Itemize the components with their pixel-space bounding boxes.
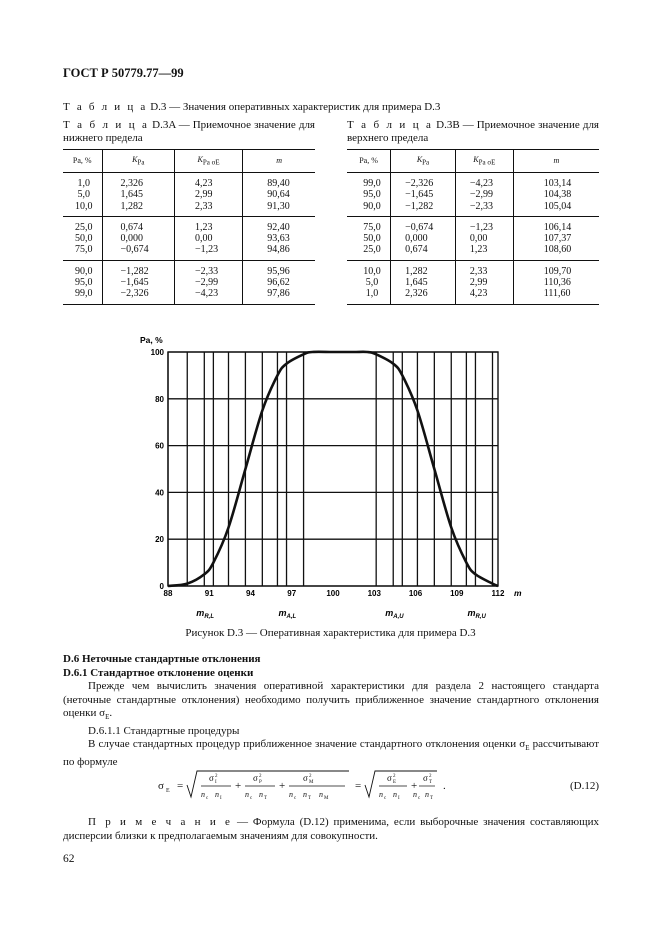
x-tick-label: 112 — [491, 589, 505, 598]
svg-text:n: n — [215, 790, 219, 799]
table-header: $K_{Pa}$ — [102, 150, 175, 173]
svg-text:I: I — [220, 796, 222, 801]
table-header: m — [243, 150, 315, 173]
table-cell: 104,38 — [513, 189, 599, 200]
table-row — [347, 216, 599, 233]
table-cell: 1,282 — [102, 201, 175, 217]
marker-label: $m_{R,U}$ — [467, 608, 486, 620]
svg-text:σ: σ — [423, 773, 428, 783]
table-cell: 93,63 — [243, 233, 315, 244]
table-row — [63, 173, 315, 190]
svg-text:T: T — [308, 796, 312, 801]
table-cell: 0,00 — [175, 233, 243, 244]
table-cell: 99,0 — [75, 288, 93, 300]
svg-text:c: c — [294, 796, 297, 801]
table-cell: −0,674 — [102, 244, 175, 260]
table-row — [347, 288, 599, 304]
table-cell: 2,33 — [455, 260, 513, 277]
operating-characteristic-chart — [130, 330, 530, 625]
table-row — [347, 277, 599, 288]
marker-label: $m_{A,L}$ — [278, 608, 297, 620]
table-cell: 94,86 — [243, 244, 315, 260]
table-a-caption: Т а б л и ц а D.3A — Приемочное значение для нижнего предела — [63, 119, 315, 144]
formula-d12 — [63, 765, 599, 805]
plot-frame — [168, 352, 498, 586]
table-cell: 90,64 — [243, 189, 315, 200]
marker-label: $m_{R,L}$ — [196, 608, 214, 620]
table-b-caption: Т а б л и ц а D.3B — Приемочное значение для верхнего предела — [347, 119, 599, 144]
svg-text:σ: σ — [158, 780, 164, 792]
y-tick-label: 40 — [155, 488, 164, 498]
table-cell: 2,99 — [175, 189, 243, 200]
svg-text:c: c — [418, 796, 421, 801]
svg-text:=: = — [177, 780, 184, 792]
paragraph-2: В случае стандартных процедур приближенное значение стандартного отклонения оценки $\sigma_E$ рассчитывают по формуле — [63, 738, 599, 768]
table-a — [63, 149, 315, 305]
svg-text:σ: σ — [387, 773, 392, 783]
table-cell: −4,23 — [175, 288, 243, 304]
svg-text:M: M — [309, 780, 314, 785]
table-cell: −1,23 — [175, 244, 243, 260]
table-cell: 1,0 — [77, 178, 91, 189]
table-cell: 2,99 — [455, 277, 513, 288]
table-cell: 107,37 — [513, 233, 599, 244]
table-cell: 10,0 — [75, 200, 93, 212]
table-cell: 90,0 — [363, 200, 381, 212]
y-axis-label: Pa, % — [140, 335, 163, 345]
y-tick-label: 60 — [155, 441, 164, 451]
x-tick-label: 100 — [326, 589, 340, 598]
table-header: $K_{Pa \sigma E}$ — [455, 150, 513, 173]
subsection-heading: D.6.1 Стандартное отклонение оценки — [63, 666, 254, 679]
svg-text:n: n — [245, 790, 249, 799]
table-row — [63, 288, 315, 304]
table-row — [63, 277, 315, 288]
table-header: $K_{Pa \sigma E}$ — [175, 150, 243, 173]
svg-text:T: T — [264, 796, 268, 801]
table-cell: −2,99 — [455, 189, 513, 200]
table-cell: 0,674 — [391, 244, 456, 260]
table-cell: 0,674 — [102, 216, 175, 233]
table-cell: −2,326 — [391, 173, 456, 190]
table-cell: −1,282 — [102, 260, 175, 277]
marker-label: $m_{A,U}$ — [385, 608, 404, 620]
table-cell: 111,60 — [513, 288, 599, 304]
table-cell: 5,0 — [365, 277, 379, 289]
svg-text:σ: σ — [303, 773, 308, 783]
svg-text:n: n — [379, 790, 383, 799]
table-cell: 0,00 — [455, 233, 513, 244]
table-row — [63, 233, 315, 244]
x-tick-label: 94 — [246, 589, 255, 598]
y-tick-label: 0 — [159, 582, 164, 591]
marker-subscript: R,L — [204, 614, 214, 620]
marker-subscript: A,U — [393, 614, 404, 620]
x-tick-label: 91 — [204, 589, 214, 598]
table-row — [63, 201, 315, 217]
marker-subscript: A,L — [286, 614, 297, 620]
table-header: Pa, % — [347, 150, 391, 173]
table-cell: 1,645 — [391, 277, 456, 288]
table-cell: 50,0 — [363, 233, 381, 245]
x-tick-label: 106 — [408, 589, 423, 598]
table-cell: 91,30 — [243, 201, 315, 217]
svg-text:n: n — [413, 790, 417, 799]
svg-text:n: n — [319, 790, 323, 799]
x-tick-label: 109 — [450, 589, 464, 598]
table-cell: 25,0 — [63, 216, 102, 233]
table-cell: −2,326 — [102, 288, 175, 304]
marker-subscript: R,U — [475, 614, 486, 620]
table-row — [347, 173, 599, 190]
table-row — [63, 216, 315, 233]
svg-text:2: 2 — [429, 774, 432, 779]
table-row — [63, 189, 315, 200]
table-cell: 75,0 — [347, 216, 391, 233]
table-cell: 1,23 — [175, 216, 243, 233]
table-cell: 110,36 — [513, 277, 599, 288]
table-cell: −1,645 — [102, 277, 175, 288]
table-cell: 105,04 — [513, 201, 599, 217]
table-cell: 90,0 — [63, 260, 102, 277]
table-cell: −0,674 — [391, 216, 456, 233]
table-row — [63, 244, 315, 260]
table-cell: 2,33 — [175, 201, 243, 217]
table-cell: 96,62 — [243, 277, 315, 288]
table-cell: 2,326 — [391, 288, 456, 304]
x-tick-label: 97 — [287, 589, 297, 598]
x-axis-label: m — [514, 588, 522, 598]
formula-number: (D.12) — [569, 780, 599, 792]
svg-text:I: I — [215, 780, 217, 785]
table-cell: −2,33 — [455, 201, 513, 217]
table-cell: −4,23 — [455, 173, 513, 190]
table-cell: 89,40 — [243, 173, 315, 190]
table-row — [347, 189, 599, 200]
table-header: $K_{Pa}$ — [391, 150, 456, 173]
svg-text:n: n — [259, 790, 263, 799]
table-cell: 95,0 — [75, 277, 93, 289]
table-cell: 1,282 — [391, 260, 456, 277]
table-cell: 4,23 — [175, 173, 243, 190]
table-cell: 99,0 — [363, 178, 381, 189]
table-cell: 4,23 — [455, 288, 513, 304]
table-cell: −1,282 — [391, 201, 456, 217]
subsubsection-heading: D.6.1.1 Стандартные процедуры — [88, 724, 240, 737]
table-cell: 103,14 — [513, 173, 599, 190]
oc-curve — [168, 352, 498, 586]
figure-caption: Рисунок D.3 — Оперативная характеристика для примера D.3 — [185, 627, 476, 639]
table-cell: 10,0 — [347, 260, 391, 277]
table-cell: 97,86 — [243, 288, 315, 304]
document-header: ГОСТ Р 50779.77—99 — [63, 66, 184, 80]
svg-text:n: n — [303, 790, 307, 799]
table-cell: −1,645 — [391, 189, 456, 200]
table-row — [347, 260, 599, 277]
table-header: m — [513, 150, 599, 173]
table-cell: 106,14 — [513, 216, 599, 233]
svg-text:.: . — [443, 780, 446, 792]
table-cell: 108,60 — [513, 244, 599, 260]
svg-text:n: n — [201, 790, 205, 799]
table-cell: 1,23 — [455, 244, 513, 260]
table-cell: 2,326 — [102, 173, 175, 190]
page-number: 62 — [63, 853, 75, 865]
svg-text:E: E — [166, 788, 170, 794]
table-cell: 1,645 — [102, 189, 175, 200]
table-cell: 95,0 — [363, 189, 381, 201]
table-caption: Т а б л и ц а D.3 — Значения оперативных характеристик для примера D.3 — [63, 101, 441, 113]
svg-text:c: c — [384, 796, 387, 801]
table-cell: −2,99 — [175, 277, 243, 288]
table-row — [347, 244, 599, 260]
table-cell: 25,0 — [363, 244, 381, 256]
table-cell: 95,96 — [243, 260, 315, 277]
table-row — [63, 260, 315, 277]
table-row — [347, 201, 599, 217]
svg-text:c: c — [250, 796, 253, 801]
note: П р и м е ч а н и е — Формула (D.12) применима, если выборочные значения составляющих дисперсии близки к предполагаемым значениям для совокупности. — [63, 816, 600, 842]
svg-text:+: + — [279, 780, 286, 792]
section-heading: D.6 Неточные стандартные отклонения D.6.1 Стандартное отклонение оценки Прежде чем вычислить значения оперативной характеристики для раздела 2 настоящего стандарта (неточные стандартные отклонения) необходимо получить приближенное значение стандартного отклонения оценки $\sigma_E$. D.6.1.1 Стандартные процедуры В случае стандартных процедур приближенное значение стандартного отклонения оценки $\sigma_E$ рассчитывают по формуле — [63, 653, 599, 768]
table-cell: 109,70 — [513, 260, 599, 277]
svg-text:n: n — [393, 790, 397, 799]
svg-text:T: T — [430, 796, 434, 801]
table-row — [347, 233, 599, 244]
x-tick-label: 103 — [367, 589, 381, 598]
svg-text:+: + — [411, 780, 418, 792]
svg-text:2: 2 — [215, 774, 218, 779]
svg-text:c: c — [206, 796, 209, 801]
svg-text:P: P — [259, 780, 262, 785]
table-cell: 75,0 — [75, 244, 93, 256]
svg-text:I: I — [398, 796, 400, 801]
table-cell: 5,0 — [77, 189, 91, 201]
y-tick-label: 20 — [155, 535, 164, 545]
svg-text:n: n — [289, 790, 293, 799]
svg-text:σ: σ — [253, 773, 258, 783]
table-cell: 50,0 — [75, 233, 93, 245]
svg-text:+: + — [235, 780, 242, 792]
svg-text:σ: σ — [209, 773, 214, 783]
table-cell: 1,0 — [365, 288, 379, 300]
svg-text:T: T — [429, 780, 433, 785]
y-tick-label: 80 — [155, 394, 164, 404]
table-b — [347, 149, 599, 305]
table-cell: 0,000 — [391, 233, 456, 244]
table-cell: −1,23 — [455, 216, 513, 233]
svg-text:2: 2 — [259, 774, 262, 779]
table-header: Pa, % — [63, 150, 102, 173]
table-cell: 0,000 — [102, 233, 175, 244]
paragraph-1: Прежде чем вычислить значения оперативной характеристики для раздела 2 настоящего стандарта (неточные стандартные отклонения) необходимо получить приближенное значение стандартного отклонения оценки $\sigma_E$. — [63, 680, 599, 722]
svg-text:2: 2 — [309, 774, 312, 779]
svg-text:n: n — [425, 790, 429, 799]
table-cell: −2,33 — [175, 260, 243, 277]
table-cell: 92,40 — [243, 216, 315, 233]
svg-text:M: M — [324, 796, 329, 801]
svg-text:=: = — [355, 780, 362, 792]
svg-text:2: 2 — [393, 774, 396, 779]
svg-text:E: E — [393, 780, 397, 785]
y-tick-label: 100 — [150, 348, 164, 357]
x-tick-label: 88 — [163, 589, 173, 598]
